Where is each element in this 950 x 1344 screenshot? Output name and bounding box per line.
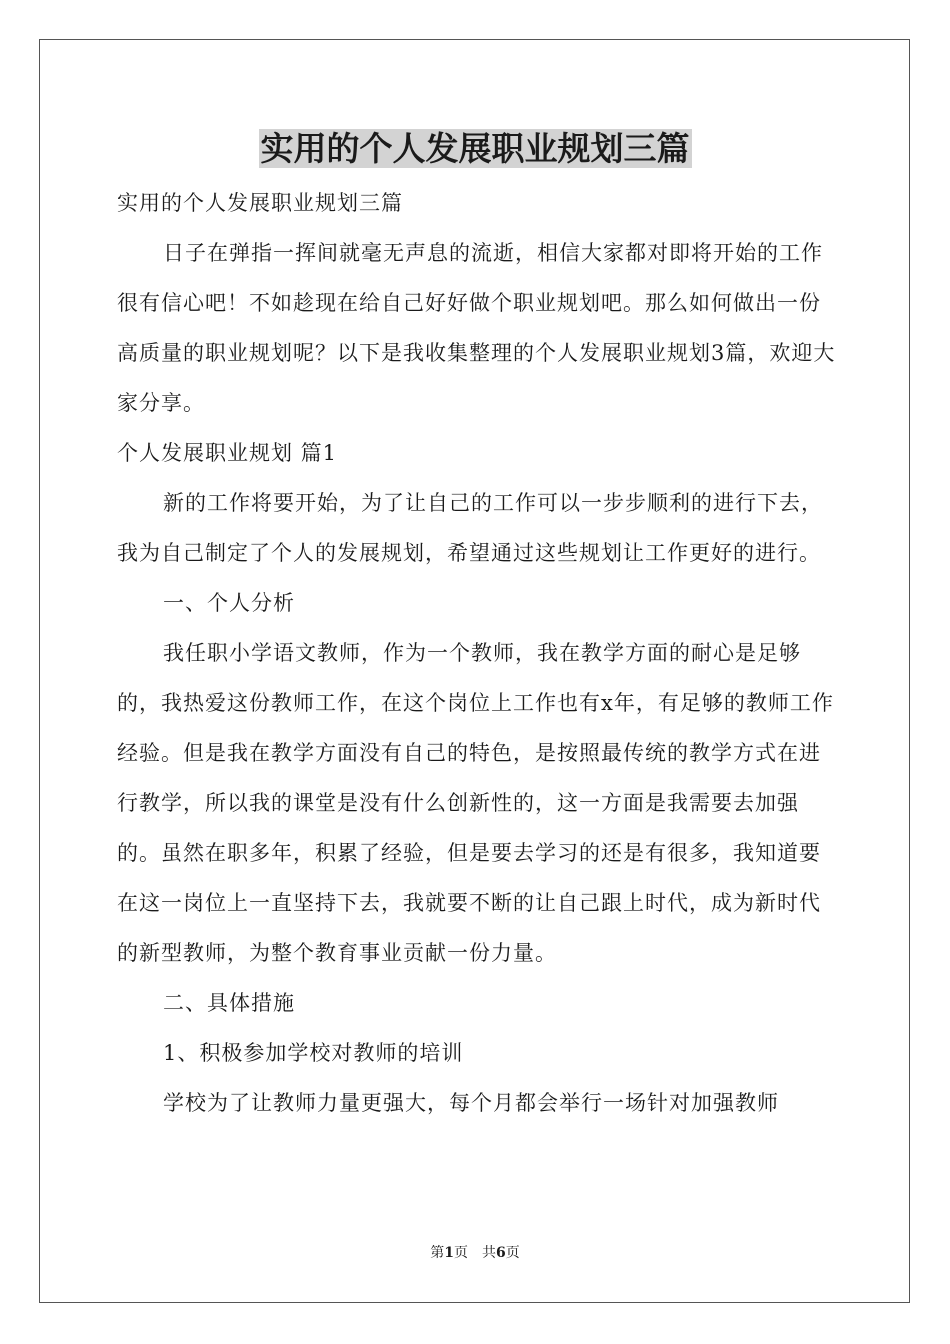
paragraph: 个人发展职业规划 篇1 xyxy=(117,441,338,465)
paragraph: 我任职小学语文教师，作为一个教师，我在教学方面的耐心是足够的，我热爱这份教师工作，在这个岗位上工作也有x年，有足够的教师工作经验。但是我在教学方面没有自己的特色，是按照最传统的教学方式在进行教学，所以我的课堂是没有什么创新性的，这一方面是我需要去加强的。虽然在职多年，积累了经验，但是要去学习的还是有很多，我知道要在这一岗位上一直坚持下去，我就要不断的让自己跟上时代，成为新时代的新型教师，为整个教育事业贡献一份力量。 xyxy=(117,641,834,965)
footer-page-total: 6 xyxy=(496,1245,506,1261)
footer-suffix: 页 xyxy=(505,1245,520,1261)
paragraph: 二、具体措施 xyxy=(163,991,295,1015)
paragraph: 一、个人分析 xyxy=(163,591,295,615)
paragraph: 1、积极参加学校对教师的培训 xyxy=(163,1041,464,1065)
paragraph: 实用的个人发展职业规划三篇 xyxy=(117,191,403,215)
footer-prefix: 第 xyxy=(430,1245,445,1261)
page-footer xyxy=(0,1243,950,1263)
document-title xyxy=(0,124,950,174)
footer-mid: 页 共 xyxy=(454,1245,496,1261)
paragraph: 日子在弹指一挥间就毫无声息的流逝，相信大家都对即将开始的工作很有信心吧！不如趁现在给自己好好做个职业规划吧。那么如何做出一份高质量的职业规划呢？以下是我收集整理的个人发展职业规划3篇，欢迎大家分享。 xyxy=(117,241,836,415)
footer-page-current: 1 xyxy=(444,1245,454,1261)
paragraph: 学校为了让教师力量更强大，每个月都会举行一场针对加强教师 xyxy=(163,1091,779,1115)
document-title-text: 实用的个人发展职业规划三篇 xyxy=(260,129,690,168)
paragraph: 新的工作将要开始，为了让自己的工作可以一步步顺利的进行下去，我为自己制定了个人的发展规划，希望通过这些规划让工作更好的进行。 xyxy=(117,491,823,565)
document-body xyxy=(117,178,839,1128)
